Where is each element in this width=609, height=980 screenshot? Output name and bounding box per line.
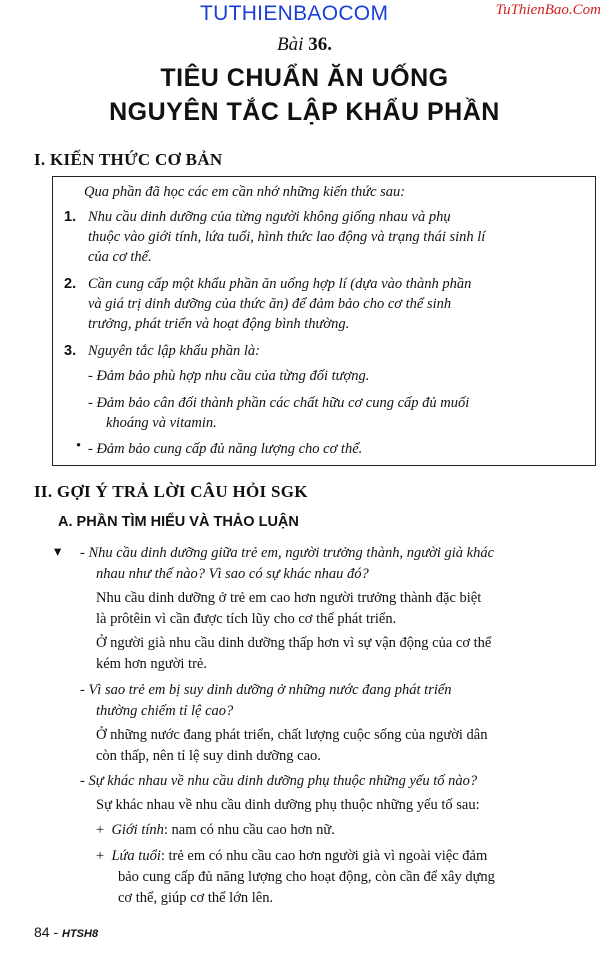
page-footer — [34, 924, 98, 940]
page-number: 84 - — [34, 924, 63, 940]
a1-line-2: là prôtêin vì cần được tích lũy cho cơ thể phát triển. — [96, 611, 397, 627]
box-intro: Qua phần đã học các em cần nhớ những kiến thức sau: — [84, 184, 406, 200]
lesson-word: Bài — [277, 34, 304, 55]
plus-2-term: Lứa tuổi — [111, 848, 161, 864]
plus-sign-2: + — [96, 848, 105, 864]
bullet-dot: • — [76, 438, 82, 454]
item-2-line-2: và giá trị dinh dưỡng của thức ăn) để đảm bảo cho cơ thể sinh — [88, 296, 452, 312]
watermark-text-right: TuThienBao.Com — [495, 2, 601, 18]
plus-1-rest: : nam có nhu cầu cao hơn nữ. — [163, 822, 335, 838]
book-code: HTSH8 — [62, 928, 99, 940]
bullet-3: - Đảm bảo cung cấp đủ năng lượng cho cơ thể. — [88, 441, 363, 457]
lesson-number — [0, 34, 609, 56]
plus-item-2 — [96, 848, 487, 865]
item-3-num: 3. — [64, 343, 77, 359]
q1-line-2: nhau như thế nào? Vì sao có sự khác nhau đó? — [96, 566, 369, 582]
item-2-line-3: trưởng, phát triển và hoạt động bình thường. — [88, 316, 350, 332]
plus-2-line-3: cơ thể, giúp cơ thể lớn lên. — [118, 890, 274, 906]
a3-line-1: Sự khác nhau về nhu cầu dinh dưỡng phụ thuộc những yếu tố sau: — [96, 797, 480, 813]
section-2-subheading: A. PHẦN TÌM HIỂU VÀ THẢO LUẬN — [58, 514, 299, 530]
section-2-heading: II. GỢI Ý TRẢ LỜI CÂU HỎI SGK — [34, 482, 308, 501]
item-1-line-3: của cơ thể. — [88, 249, 152, 265]
title-line-1: TIÊU CHUẨN ĂN UỐNG — [160, 64, 449, 92]
item-3-line-1: Nguyên tắc lập khẩu phần là: — [88, 343, 260, 359]
a1-line-3: Ở người già nhu cầu dinh dưỡng thấp hơn vì sự vận động của cơ thể — [96, 635, 492, 651]
item-1-num: 1. — [64, 209, 77, 225]
title-line-2: NGUYÊN TẮC LẬP KHẨU PHẦN — [109, 98, 500, 126]
lesson-num: 36. — [308, 34, 332, 55]
item-1-line-2: thuộc vào giới tính, lứa tuổi, hình thức lao động và trạng thái sinh lí — [88, 229, 486, 245]
q2-line-1: - Vì sao trẻ em bị suy dinh dưỡng ở những nước đang phát triển — [80, 682, 452, 698]
plus-sign-1: + — [96, 822, 105, 838]
plus-2-line-2: bảo cung cấp đủ năng lượng cho hoạt động, còn cần để xây dựng — [118, 869, 495, 885]
q3-line-1: - Sự khác nhau về nhu cầu dinh dưỡng phụ thuộc những yếu tố nào? — [80, 773, 478, 789]
bullet-2-line-1: - Đảm bảo cân đối thành phần các chất hữu cơ cung cấp đủ muối — [88, 395, 470, 411]
item-2-line-1: Cần cung cấp một khẩu phần ăn uống hợp lí (dựa vào thành phần — [88, 276, 472, 292]
item-2-num: 2. — [64, 276, 77, 292]
bullet-2-line-2: khoáng và vitamin. — [106, 415, 217, 431]
arrow-down-icon: ▾ — [54, 544, 62, 560]
a2-line-2: còn thấp, nên tỉ lệ suy dinh dưỡng cao. — [96, 748, 321, 764]
q2-line-2: thường chiếm tỉ lệ cao? — [96, 703, 234, 719]
plus-item-1 — [96, 822, 335, 839]
section-1-heading: I. KIẾN THỨC CƠ BẢN — [34, 150, 223, 169]
a2-line-1: Ở những nước đang phát triển, chất lượng cuộc sống của người dân — [96, 727, 488, 743]
plus-1-term: Giới tính — [111, 822, 164, 838]
a1-line-4: kém hơn người trẻ. — [96, 656, 207, 672]
plus-2-rest: : trẻ em có nhu cầu cao hơn người già vì ngoài việc đảm — [160, 848, 488, 864]
q1-line-1: - Nhu cầu dinh dưỡng giữa trẻ em, người trưởng thành, người già khác — [80, 545, 495, 561]
a1-line-1: Nhu cầu dinh dưỡng ở trẻ em cao hơn người trưởng thành đặc biệt — [96, 590, 482, 606]
bullet-1: - Đảm bảo phù hợp nhu cầu của từng đối tượng. — [88, 368, 370, 384]
watermark-text-left: TUTHIENBAOCOM — [200, 2, 389, 25]
item-1-line-1: Nhu cầu dinh dưỡng của từng người không giống nhau và phụ — [88, 209, 451, 225]
